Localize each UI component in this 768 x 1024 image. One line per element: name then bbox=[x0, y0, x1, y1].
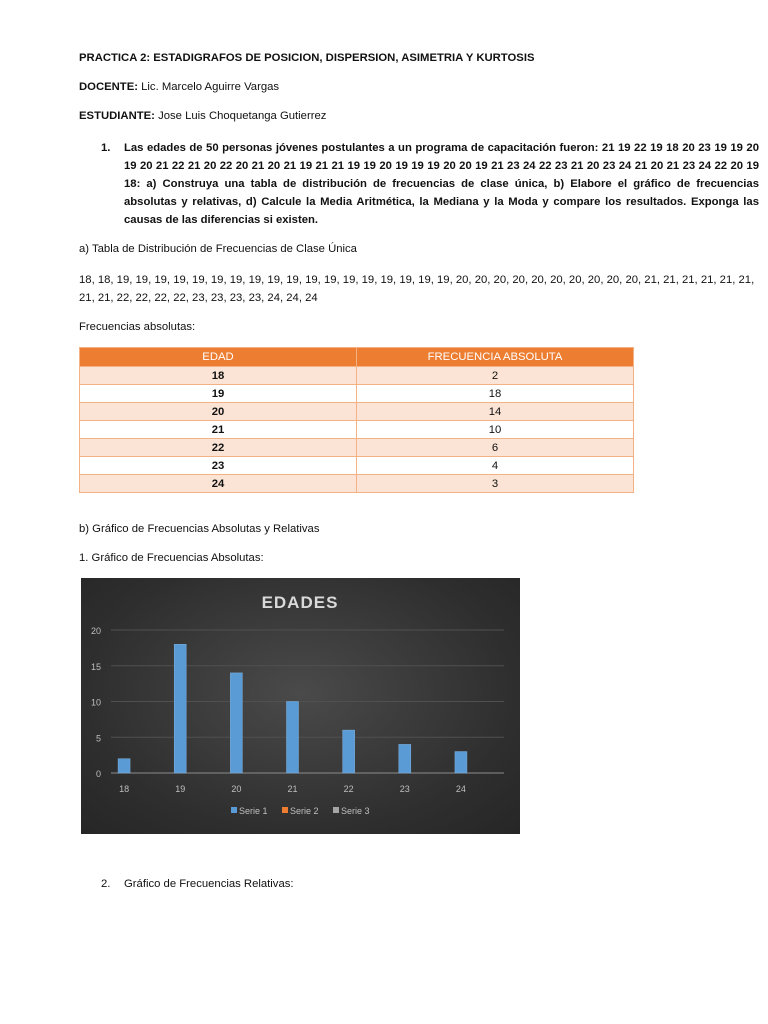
edad-cell: 18 bbox=[80, 367, 357, 385]
table-row bbox=[80, 439, 634, 457]
legend-label: Serie 1 bbox=[239, 806, 268, 816]
edades-chart bbox=[81, 578, 520, 834]
table-row bbox=[80, 385, 634, 403]
bar-19 bbox=[174, 644, 186, 773]
docente-line bbox=[79, 79, 279, 96]
table-row bbox=[80, 475, 634, 493]
table-header-row bbox=[80, 348, 634, 367]
frecuencia-cell: 10 bbox=[357, 421, 634, 439]
docente-value: Lic. Marcelo Aguirre Vargas bbox=[141, 81, 280, 93]
frequency-label: Frecuencias absolutas: bbox=[79, 321, 196, 333]
document-title: PRACTICA 2: ESTADIGRAFOS DE POSICION, DISPERSION, ASIMETRIA Y KURTOSIS bbox=[79, 52, 535, 64]
relative-chart-label: Gráfico de Frecuencias Relativas: bbox=[124, 878, 294, 890]
x-tick-label: 24 bbox=[455, 784, 466, 794]
header-frecuencia: FRECUENCIA ABSOLUTA bbox=[357, 348, 634, 367]
sorted-data-list: 18, 18, 19, 19, 19, 19, 19, 19, 19, 19, 19, 19, 19, 19, 19, 19, 19, 19, 19, 19, 20, 20, 20, 20, 20, 20, 20, 20, 20, 20, 21, 21, 21, 21, 21, 21, 21, 21, 22, 22, 22, 22, 23, 23, 23, 23, 24, 24, 24 bbox=[79, 274, 755, 304]
chart-svg bbox=[81, 578, 520, 834]
frecuencia-cell: 3 bbox=[357, 475, 634, 493]
estudiante-value: Jose Luis Choquetanga Gutierrez bbox=[158, 110, 327, 122]
y-tick-label: 15 bbox=[90, 661, 101, 672]
edad-cell: 19 bbox=[80, 385, 357, 403]
legend-swatch-1 bbox=[231, 807, 237, 813]
frecuencia-cell: 4 bbox=[357, 457, 634, 475]
x-tick-label: 19 bbox=[175, 784, 186, 794]
x-tick-label: 23 bbox=[399, 784, 410, 794]
problem-text: Las edades de 50 personas jóvenes postulantes a un programa de capacitación fueron: 21 19 22 19 18 20 23 19 19 20 19 20 21 22 21 20 22 20 21 20 21 19 21 21 19 19 20 19 19 19 20 20 19 21 23 24 22 23 21 20 23 24 21 20 21 23 24 22 20 19 18: a) Construya una tabla de distribución de frecuencias de clase única, b) Elabore el gráfico de frecuencias absolutas y relativas, d) Calcule la Media Aritmética, la Mediana y la Moda y compare los resultados. Exponga las causas de las diferencias si existen. bbox=[124, 142, 759, 226]
frequency-table bbox=[79, 347, 634, 493]
bar-24 bbox=[455, 752, 467, 773]
frecuencia-cell: 18 bbox=[357, 385, 634, 403]
bar-20 bbox=[230, 673, 242, 773]
docente-label: DOCENTE: bbox=[79, 81, 138, 93]
edad-cell: 24 bbox=[80, 475, 357, 493]
edad-cell: 22 bbox=[80, 439, 357, 457]
legend-swatch-3 bbox=[333, 807, 339, 813]
problem-number: 1. bbox=[101, 142, 111, 154]
frecuencia-cell: 2 bbox=[357, 367, 634, 385]
bar-22 bbox=[343, 730, 355, 773]
legend-label: Serie 2 bbox=[290, 806, 319, 816]
section-b-heading: b) Gráfico de Frecuencias Absolutas y Relativas bbox=[79, 523, 320, 535]
table-row bbox=[80, 403, 634, 421]
estudiante-line bbox=[79, 108, 326, 125]
frecuencia-cell: 6 bbox=[357, 439, 634, 457]
frecuencia-cell: 14 bbox=[357, 403, 634, 421]
x-tick-label: 18 bbox=[119, 784, 130, 794]
x-tick-label: 20 bbox=[231, 784, 242, 794]
relative-chart-number: 2. bbox=[101, 878, 111, 890]
table-row bbox=[80, 457, 634, 475]
absolute-chart-label: 1. Gráfico de Frecuencias Absolutas: bbox=[79, 552, 264, 564]
bar-23 bbox=[399, 744, 411, 773]
y-tick-label: 10 bbox=[90, 697, 101, 708]
legend-label: Serie 3 bbox=[341, 806, 370, 816]
edad-cell: 20 bbox=[80, 403, 357, 421]
legend-swatch-2 bbox=[282, 807, 288, 813]
edad-cell: 23 bbox=[80, 457, 357, 475]
edad-cell: 21 bbox=[80, 421, 357, 439]
bar-18 bbox=[118, 759, 130, 773]
section-a-heading: a) Tabla de Distribución de Frecuencias de Clase Única bbox=[79, 243, 357, 255]
y-tick-label: 20 bbox=[90, 626, 101, 636]
bar-21 bbox=[287, 702, 299, 774]
problem-item bbox=[79, 139, 759, 229]
x-tick-label: 22 bbox=[343, 784, 354, 794]
table-row bbox=[80, 421, 634, 439]
table-row bbox=[80, 367, 634, 385]
y-tick-label: 0 bbox=[95, 769, 101, 779]
y-tick-label: 5 bbox=[95, 733, 101, 744]
x-tick-label: 21 bbox=[287, 784, 298, 794]
header-edad: EDAD bbox=[80, 348, 357, 367]
chart-title: EDADES bbox=[261, 593, 339, 612]
estudiante-label: ESTUDIANTE: bbox=[79, 110, 155, 122]
